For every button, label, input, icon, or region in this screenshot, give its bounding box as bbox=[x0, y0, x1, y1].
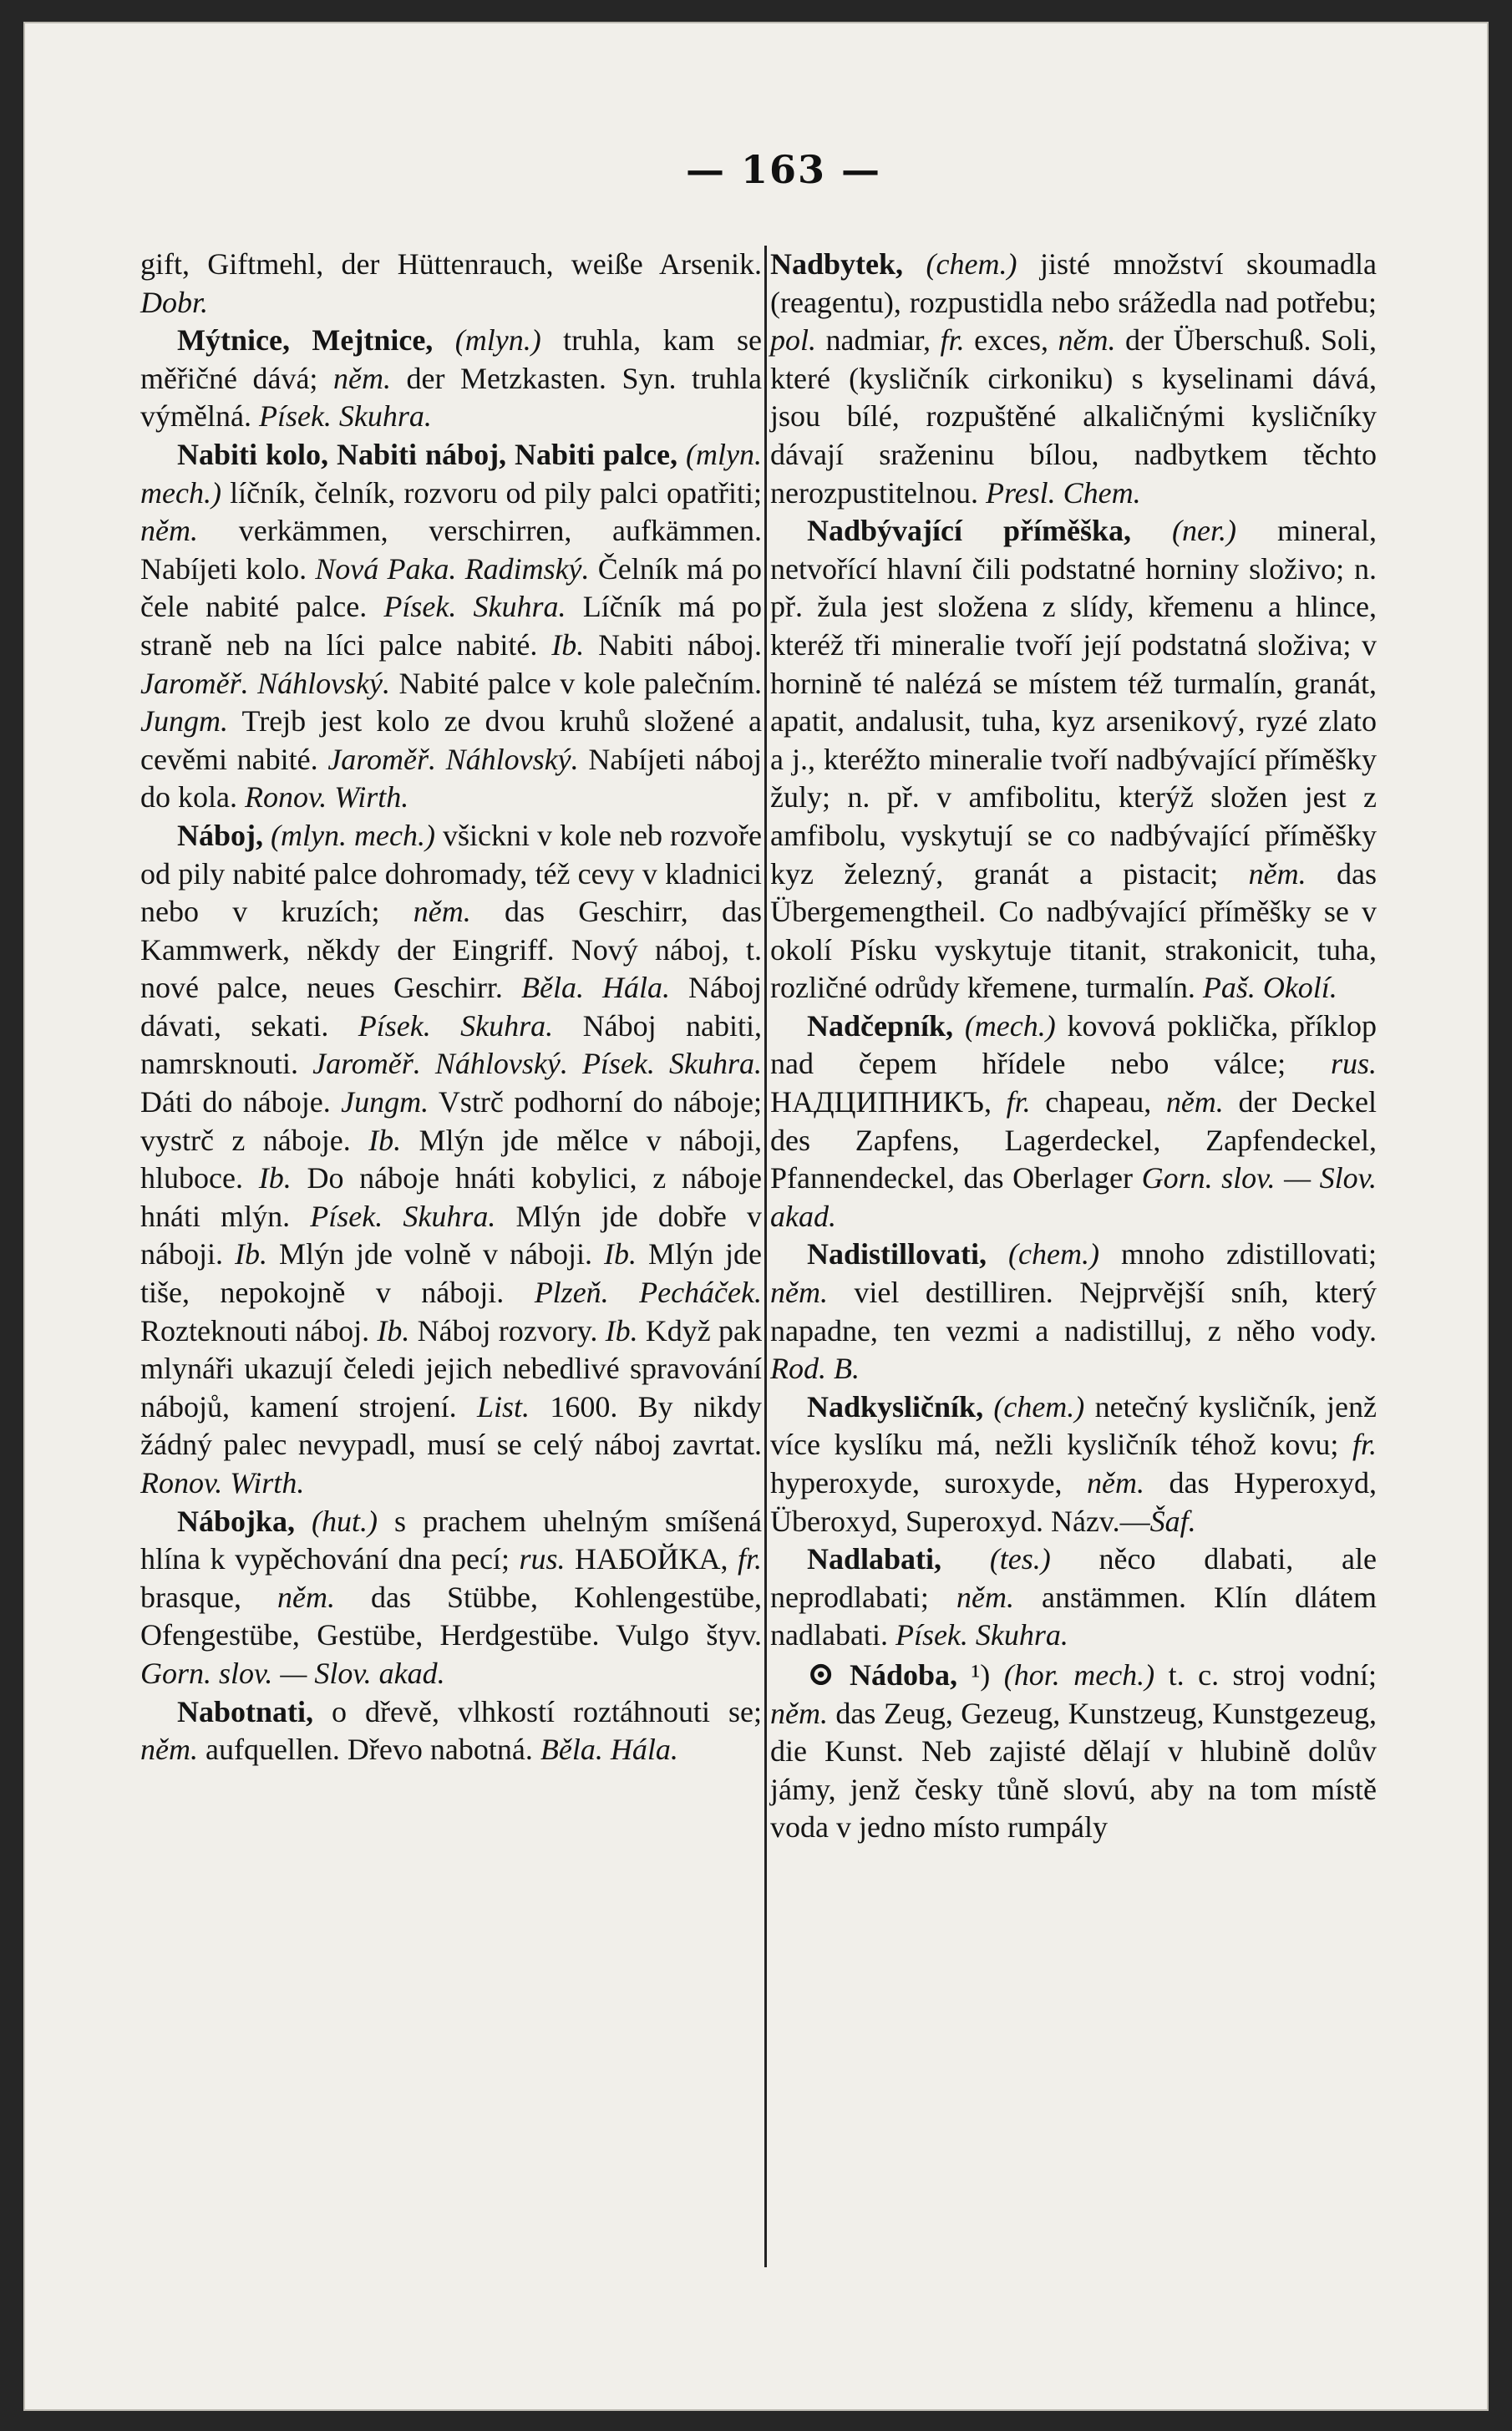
entry-italic-text: Dobr. bbox=[140, 285, 209, 319]
entry-italic-text: rus. bbox=[519, 1542, 566, 1576]
entry-italic-text: něm. bbox=[1165, 1085, 1224, 1119]
entry-text: kovová poklička, příklop nad čepem hřídele nebo válce; bbox=[770, 1008, 1377, 1081]
right-column bbox=[770, 246, 1377, 1847]
entry-text: 1600. By nikdy žádný palec nevypadl, musí se celý náboj zavrtat. bbox=[140, 1389, 762, 1462]
entry-italic-text: Ib. bbox=[377, 1313, 410, 1347]
dictionary-entry bbox=[140, 1693, 762, 1769]
entry-headword: Nadlabati, bbox=[807, 1542, 990, 1576]
entry-text: truhla, kam se měřičné dává; bbox=[140, 323, 762, 395]
entry-italic-text: něm. bbox=[1248, 856, 1307, 891]
entry-text: t. c. stroj vodní; bbox=[1154, 1657, 1378, 1692]
entry-italic-text: (mlyn. mech.) bbox=[271, 818, 435, 852]
entry-text: hyperoxyde, suroxyde, bbox=[770, 1466, 1087, 1500]
entry-text: Náboj nabiti, namrsknouti. bbox=[140, 1008, 763, 1081]
entry-text: ¹) bbox=[971, 1657, 1004, 1692]
entry-italic-text: Písek. Skuhra. bbox=[258, 399, 432, 434]
entry-italic-text: fr. bbox=[737, 1542, 762, 1576]
entry-text: něco dlabati, ale neprodlabati; bbox=[770, 1542, 1377, 1614]
entry-italic-text: Písek. Skuhra. bbox=[895, 1618, 1068, 1652]
entry-italic-text: Jaroměř. Náhlovský. bbox=[327, 742, 579, 776]
entry-text: jisté množství skoumadla (reagentu), rozpustidla nebo srážedla nad potřebu; bbox=[770, 247, 1377, 319]
entry-text: das Hyperoxyd, Überoxyd, Superoxyd. Názv.— bbox=[770, 1466, 1378, 1538]
entry-italic-text: Jungm. bbox=[341, 1085, 429, 1119]
entry-text: gift, Giftmehl, der Hüttenrauch, weiße Arsenik. bbox=[140, 247, 762, 281]
entry-italic-text: (mlyn. mech.) bbox=[140, 437, 762, 510]
entry-italic-text: (mech.) bbox=[964, 1008, 1056, 1043]
left-column bbox=[140, 246, 762, 1769]
entry-text: Nabiti náboj. bbox=[584, 627, 763, 662]
dictionary-entry bbox=[770, 1007, 1377, 1236]
entry-headword: Nadčepník, bbox=[807, 1008, 965, 1043]
dictionary-entry bbox=[770, 512, 1377, 1007]
entry-headword: Nádoba, bbox=[849, 1657, 972, 1692]
entry-headword: Nábojka, bbox=[177, 1504, 312, 1538]
entry-italic-text: Ib. bbox=[605, 1313, 638, 1347]
entry-text: das Übergemengtheil. Co nadbývající příměšky se v okolí Písku vyskytuje titanit, strakonicit, tuha, rozličné odrůdy křemene, turmalín. bbox=[770, 856, 1377, 1005]
entry-italic-text: Ib. bbox=[258, 1161, 292, 1195]
entry-text: Mlýn jde tiše, nepokojně v náboji. bbox=[140, 1237, 763, 1310]
entry-headword: Nadkysličník, bbox=[807, 1389, 994, 1424]
entry-text: Líčník má po straně neb na líci palce nabité. bbox=[140, 590, 763, 662]
entry-text: Náboj rozvory. bbox=[409, 1313, 606, 1347]
entry-italic-text: Paš. Okolí. bbox=[1202, 971, 1337, 1005]
entry-italic-text: něm. bbox=[956, 1580, 1014, 1614]
entry-italic-text: Jaroměř. Náhlovský. bbox=[140, 666, 391, 700]
entry-text: das Stübbe, Kohlengestübe, Ofengestübe, Gestübe, Herdgestübe. Vulgo štyv. bbox=[140, 1580, 762, 1652]
entry-italic-text: něm. bbox=[277, 1580, 335, 1614]
entry-text: Dáti do náboje. bbox=[140, 1085, 342, 1119]
entry-text: Nabíjeti náboj do kola. bbox=[140, 742, 762, 815]
entry-text: Trejb jest kolo ze dvou kruhů složené a cevěmi nabité. bbox=[140, 704, 762, 776]
entry-text: Vstrč podhorní do náboje; vystrč z náboje. bbox=[140, 1085, 762, 1157]
entry-italic-text: Písek. Skuhra. bbox=[383, 590, 566, 624]
entry-text: НАДЦИПНИКЪ, bbox=[770, 1085, 1007, 1119]
entry-italic-text: něm. bbox=[140, 514, 198, 548]
entry-text: všickni v kole neb rozvoře od pily nabité palce dohromady, též cevy v kladnici nebo v kruzích; bbox=[140, 818, 762, 929]
entry-headword: Nabotnati, bbox=[177, 1694, 332, 1728]
dictionary-entry bbox=[770, 1540, 1377, 1655]
entry-text: der Überschuß. Soli, které (kysličník cirkoniku) s kyselinami dává, jsou bílé, rozpuštěné alkaličnými kysličníky dávají sraženinu bílou, nadbytkem těchto nerozpustitelnou. bbox=[770, 323, 1377, 510]
entry-text: das Geschirr, das Kammwerk, někdy der Eingriff. Nový náboj, t. nové palce, neues Geschirr. bbox=[140, 895, 762, 1005]
entry-italic-text: fr. bbox=[1006, 1085, 1031, 1119]
dictionary-entry bbox=[770, 246, 1377, 512]
column-divider bbox=[764, 246, 767, 2267]
entry-text: Náboj dávati, sekati. bbox=[140, 971, 762, 1043]
entry-italic-text: Šaf. bbox=[1149, 1504, 1196, 1538]
entry-italic-text: Plzeň. Pecháček. bbox=[534, 1276, 762, 1310]
entry-text: mnoho zdistillovati; bbox=[1098, 1237, 1378, 1271]
entry-italic-text: (tes.) bbox=[989, 1542, 1051, 1576]
entry-text: Čelník má po čele nabité palce. bbox=[140, 551, 763, 624]
dictionary-entry bbox=[140, 436, 762, 817]
entry-italic-text: (chem.) bbox=[926, 247, 1017, 281]
entry-italic-text: (chem.) bbox=[1008, 1237, 1099, 1271]
entry-text: Když pak mlynáři ukazují čeledi jejich nebedlivé spravování nábojů, kamení strojení. bbox=[140, 1313, 762, 1424]
entry-text: verkämmen, verschirren, aufkämmen. Nabíjeti kolo. bbox=[140, 514, 762, 586]
entry-text: nadmiar, bbox=[816, 323, 941, 358]
entry-text: Do náboje hnáti kobylici, z náboje hnáti mlýn. bbox=[140, 1161, 762, 1233]
entry-italic-text: Ronov. Wirth. bbox=[140, 1466, 305, 1500]
entry-headword: Nadbývající příměška, bbox=[807, 514, 1173, 548]
entry-italic-text: Jungm. bbox=[140, 704, 228, 738]
entry-headword: Nadistillovati, bbox=[807, 1237, 1009, 1271]
entry-italic-text: (hor. mech.) bbox=[1003, 1657, 1155, 1692]
entry-text: anstämmen. Klín dlátem nadlabati. bbox=[770, 1580, 1378, 1652]
entry-italic-text: Ib. bbox=[551, 627, 585, 662]
entry-italic-text: něm. bbox=[770, 1276, 828, 1310]
entry-italic-text: něm. bbox=[413, 895, 471, 929]
entry-italic-text: něm. bbox=[140, 1733, 198, 1767]
entry-italic-text: rus. bbox=[1330, 1047, 1377, 1081]
entry-italic-text: Písek. Skuhra. bbox=[358, 1008, 554, 1043]
entry-italic-text: něm. bbox=[1087, 1466, 1144, 1500]
entry-text: Nabité palce v kole palečním. bbox=[390, 666, 762, 700]
entry-text: НАБОЙКА, bbox=[565, 1542, 738, 1576]
entry-headword: Náboj, bbox=[177, 818, 271, 852]
entry-text: der Deckel des Zapfens, Lagerdeckel, Zapfendeckel, Pfannendeckel, das Oberlager bbox=[770, 1085, 1377, 1195]
entry-italic-text: List. bbox=[476, 1389, 530, 1424]
entry-text: chapeau, bbox=[1030, 1085, 1166, 1119]
entry-text: netečný kysličník, jenž více kyslíku má, nežli kysličník téhož kovu; bbox=[770, 1389, 1378, 1462]
dictionary-entry bbox=[770, 1388, 1377, 1540]
entry-italic-text: Běla. Hála. bbox=[520, 971, 670, 1005]
dictionary-entry bbox=[140, 1503, 762, 1693]
entry-text: Rozteknouti náboj. bbox=[140, 1313, 378, 1347]
entry-headword: Nadbytek, bbox=[770, 247, 926, 281]
entry-text: viel destilliren. Nejprvější sníh, který napadne, ten vezmi a nadistilluj, z něho vody. bbox=[770, 1276, 1377, 1347]
entry-italic-text: Nová Paka. Radimský. bbox=[315, 551, 590, 586]
dictionary-entry bbox=[140, 817, 762, 1503]
entry-italic-text: Jaroměř. Náhlovský. Písek. Skuhra. bbox=[312, 1047, 763, 1081]
entry-headword: Nabiti kolo, Nabiti náboj, Nabiti palce, bbox=[177, 437, 687, 471]
entry-text: brasque, bbox=[140, 1580, 277, 1614]
entry-text: s prachem uhelným smíšená hlína k vypěchování dna pecí; bbox=[140, 1504, 762, 1576]
dictionary-page bbox=[23, 22, 1489, 2411]
dictionary-entry bbox=[770, 1236, 1377, 1388]
entry-italic-text: Ib. bbox=[368, 1123, 402, 1157]
entry-italic-text: (hut.) bbox=[312, 1504, 378, 1538]
entry-text: o dřevě, vlhkostí roztáhnouti se; bbox=[332, 1694, 762, 1728]
entry-text: mineral, netvořící hlavní čili podstatné horniny složivo; n. př. žula jest složena z slídy, křemenu a hlince, kteréž tři mineralie tvoří její podstatná složiva; v hornině té nalézá se místem též turmalín, granát, apatit, andalusit, tuha, kyz arsenikový, ryzé zlato a j., kteréžto mineralie tvoří nadbývající příměšky žuly; n. př. v amfibolitu, kterýž složen jest z amfibolu, vyskytují se co nadbývající příměšky kyz železný, granát a pistacit; bbox=[770, 514, 1377, 891]
entry-italic-text: Gorn. slov. — Slov. akad. bbox=[140, 1656, 445, 1690]
entry-headword: Mýtnice, Mejtnice, bbox=[177, 323, 455, 358]
entry-text: das Zeug, Gezeug, Kunstzeug, Kunstgezeug, die Kunst. Neb zajisté dělají v hlubině dolův jámy, jenž česky tůně slovú, aby na tom místě voda v jedno místo rumpály bbox=[770, 1696, 1377, 1845]
circle-dot-icon: ⊙ bbox=[807, 1654, 850, 1693]
entry-italic-text: Gorn. slov. — Slov. akad. bbox=[770, 1161, 1377, 1233]
entry-italic-text: (ner.) bbox=[1172, 514, 1237, 548]
dictionary-entry bbox=[140, 322, 762, 436]
entry-text: der Metzkasten. Syn. truhla výmělná. bbox=[140, 361, 762, 434]
entry-italic-text: fr. bbox=[1352, 1428, 1377, 1462]
entry-italic-text: Presl. Chem. bbox=[985, 475, 1141, 510]
entry-italic-text: (mlyn.) bbox=[454, 323, 541, 358]
entry-italic-text: fr. bbox=[940, 323, 965, 358]
entry-text: exces, bbox=[964, 323, 1058, 358]
entry-text: Mlýn jde mělce v náboji, hluboce. bbox=[140, 1123, 762, 1195]
entry-italic-text: Rod. B. bbox=[770, 1352, 860, 1386]
entry-text: líčník, čelník, rozvoru od pily palci opatřiti; bbox=[221, 475, 762, 510]
dictionary-entry bbox=[770, 1655, 1377, 1847]
entry-italic-text: Ronov. Wirth. bbox=[244, 780, 409, 815]
entry-italic-text: pol. bbox=[770, 323, 817, 358]
entry-italic-text: Běla. Hála. bbox=[540, 1733, 678, 1767]
entry-italic-text: něm. bbox=[1058, 323, 1116, 358]
entry-italic-text: něm. bbox=[770, 1696, 828, 1730]
page-number: — 163 — bbox=[685, 147, 882, 192]
entry-italic-text: něm. bbox=[332, 361, 391, 395]
dictionary-entry bbox=[140, 246, 762, 322]
entry-text: Mlýn jde volně v náboji. bbox=[267, 1237, 604, 1271]
entry-italic-text: Písek. Skuhra. bbox=[310, 1199, 496, 1233]
entry-text: aufquellen. Dřevo nabotná. bbox=[197, 1733, 540, 1767]
entry-italic-text: Ib. bbox=[604, 1237, 637, 1271]
entry-italic-text: (chem.) bbox=[993, 1389, 1085, 1424]
entry-text: Mlýn jde dobře v náboji. bbox=[140, 1199, 762, 1271]
entry-italic-text: Ib. bbox=[235, 1237, 267, 1271]
